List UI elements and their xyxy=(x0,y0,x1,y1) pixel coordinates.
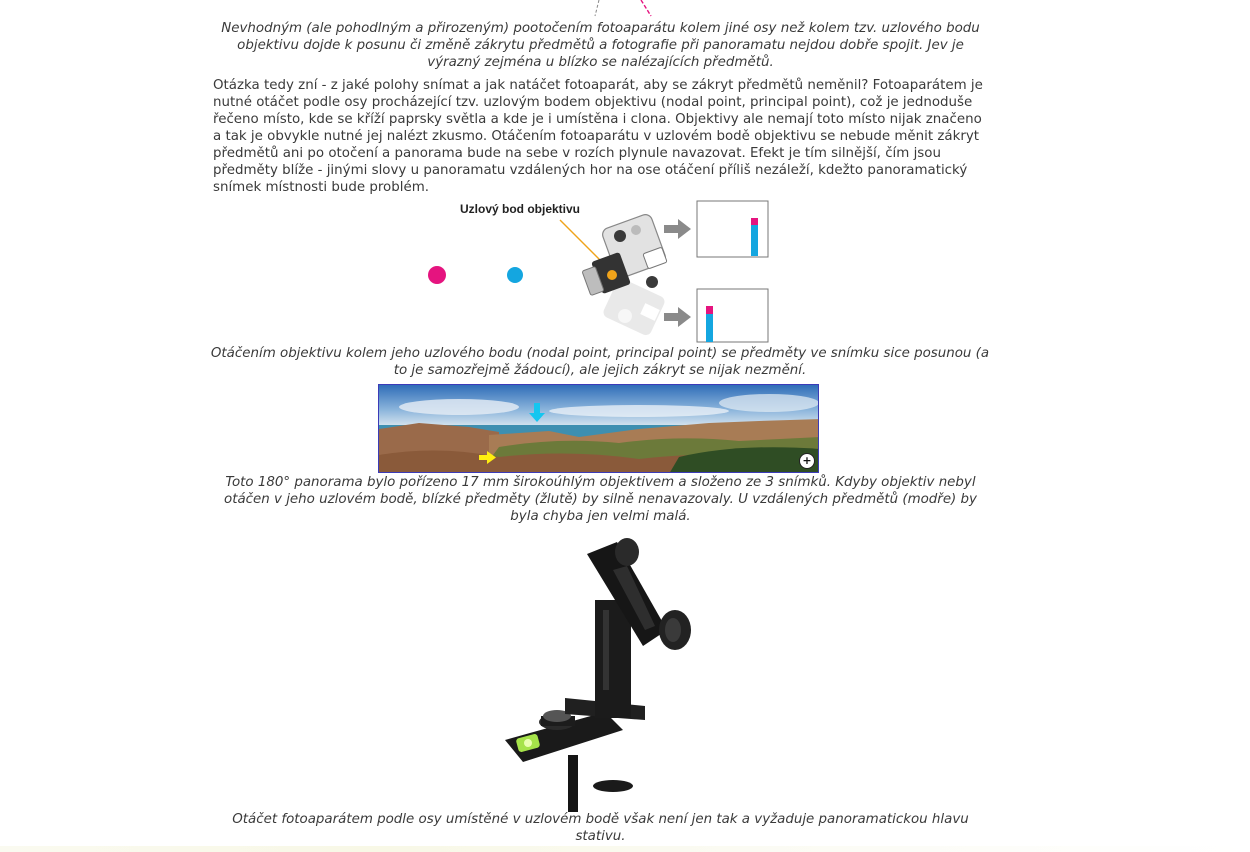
panorama-scene xyxy=(379,385,819,473)
caption-panorama: Toto 180° panorama bylo pořízeno 17 mm širokoúhlým objektivem a složeno ze 3 snímků. Kdyby objektiv nebyl otáčen v jeho uzlovém bodě, blízké předměty (žlutě) by silně nenavazovaly. U vzdálených předmětů (modře) by byla chyba jen velmi malá. xyxy=(224,475,977,524)
panoramic-head-photo xyxy=(495,530,705,812)
caption-top: Nevhodným (ale pohodlným a přirozeným) pootočením fotoaparátu kolem jiné osy než kolem tzv. uzlového bodu objektivu dojde k posunu či změně zákrytu předmětů a fotografie při panoramatu nejdou dobře spojit. Jev je výrazný zejména u blízko se nalézajících předmětů. xyxy=(221,21,980,70)
zoom-in-icon[interactable]: + xyxy=(799,453,815,469)
frame-lower xyxy=(697,289,768,342)
caption-diagram: Otáčením objektivu kolem jeho uzlového bodu (nodal point, principal point) se předměty ve snímku sice posunou (a to je samozřejmě žádoucí), ale jejich zákryt se nijak nezmění. xyxy=(210,346,990,378)
frame-upper xyxy=(697,201,768,257)
nodal-point-diagram xyxy=(420,198,780,346)
cyan-object xyxy=(507,267,523,283)
magenta-object xyxy=(428,266,446,284)
panorama-image[interactable] xyxy=(378,384,819,473)
page-bottom-strip xyxy=(0,846,1250,852)
previous-diagram-fragment xyxy=(585,0,675,20)
caption-head: Otáčet fotoaparátem podle osy umístěné v uzlovém bodě však není jen tak a vyžaduje panoramatickou hlavu stativu. xyxy=(232,812,969,844)
body-paragraph: Otázka tedy zní - z jaké polohy snímat a jak natáčet fotoaparát, aby se zákryt předmětů neměnil? Fotoaparátem je nutné otáčet podle osy procházející tzv. uzlovým bodem objektivu (nodal point, principal point), což je jednoduše řečeno místo, kde se kříží paprsky světla a kde je i umístěna i clona. Objektivy ale nemají toto místo nijak značeno a tak je obvykle nutné jej nalézt zkusmo. Otáčením fotoaparátu v uzlovém bodě objektivu se nebude měnit zákryt předmětů ani po otočení a panorama bude na sebe v rozích plynule navazovat. Efekt je tím silnější, čím jsou předměty blíže - jinými slovy u panoramatu vzdálených hor na ose otáčení příliš nezáleží, kdežto panoramatický snímek místnosti bude problém. xyxy=(213,78,983,195)
arrow-lower xyxy=(664,307,691,327)
diagram-label: Uzlový bod objektivu xyxy=(460,202,581,216)
arrow-upper xyxy=(664,219,691,239)
